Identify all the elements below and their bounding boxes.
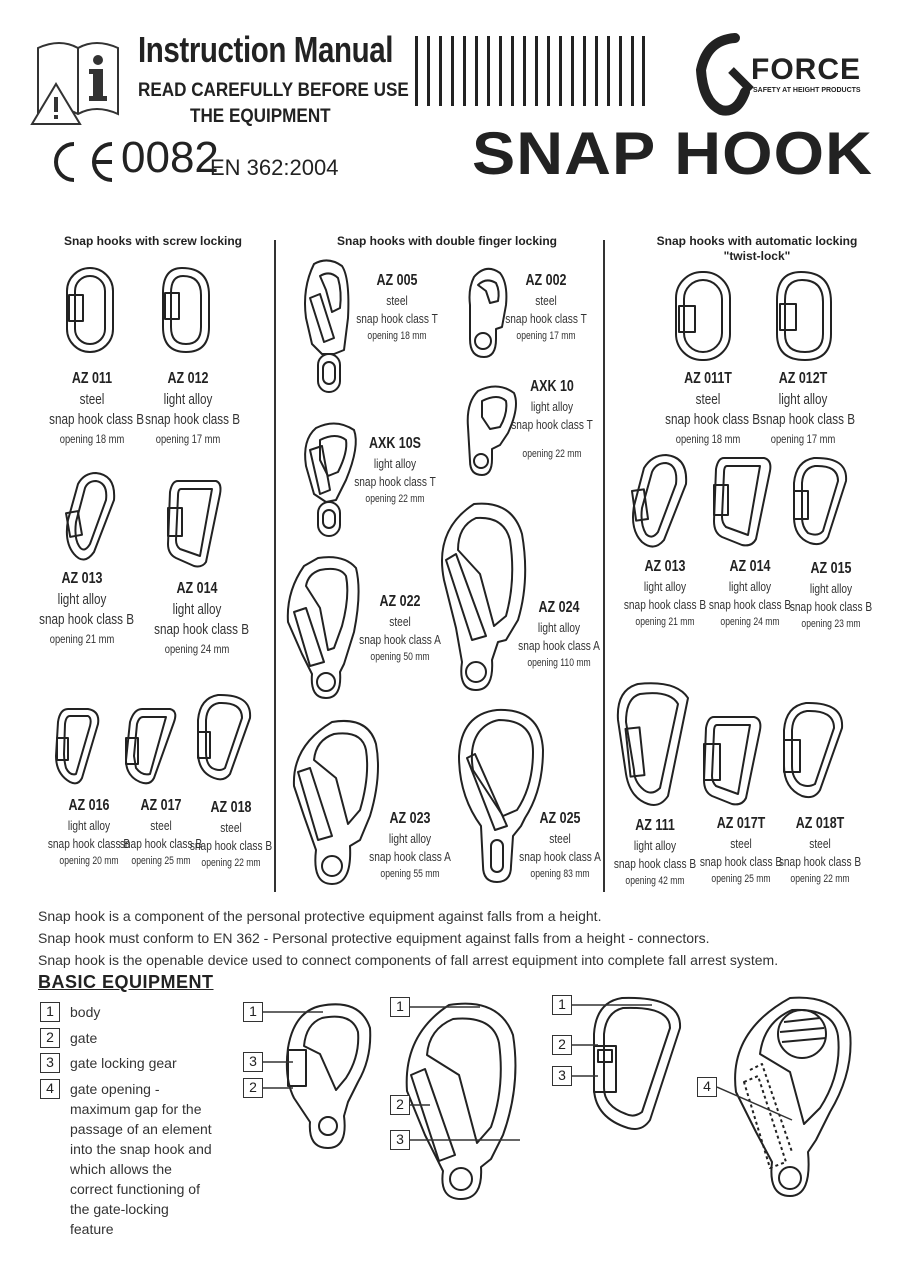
force-brand-logo [695, 30, 875, 118]
az025-label [517, 808, 603, 883]
product-class: snap hook class B [665, 411, 761, 428]
product-material: light alloy [57, 591, 107, 608]
az018t-illustration [778, 700, 848, 800]
az017-illustration [122, 706, 178, 786]
diagram3-label-2: 2 [552, 1035, 572, 1055]
diagram-double-finger-hook [395, 995, 530, 1205]
az017t-label [698, 813, 784, 888]
product-opening: opening 18 mm [367, 330, 427, 342]
product-opening: opening 17 mm [770, 432, 836, 446]
az024-label [516, 597, 602, 672]
legend-number-3: 3 [40, 1053, 60, 1073]
product-code: AZ 012 [167, 370, 209, 387]
product-opening: opening 22 mm [790, 873, 850, 885]
legend-gate-opening-line5: which allows the [70, 1161, 172, 1177]
product-code: AZ 111 [635, 817, 675, 834]
product-opening: opening 22 mm [201, 857, 261, 869]
az015-label [788, 558, 874, 633]
product-material: steel [79, 391, 105, 408]
basic-equipment-heading: BASIC EQUIPMENT [38, 972, 214, 992]
product-code: AZ 022 [379, 593, 421, 610]
product-material: steel [220, 820, 242, 835]
product-opening: opening 21 mm [635, 616, 695, 628]
az022-illustration [284, 552, 362, 702]
diagram2-leader-3 [410, 1139, 520, 1143]
product-material: light alloy [809, 581, 853, 596]
legend-number-1: 1 [40, 1002, 60, 1022]
product-class: snap hook class A [519, 849, 601, 864]
az018-label [188, 797, 274, 872]
az014b-label [707, 556, 793, 631]
product-opening: opening 42 mm [625, 875, 685, 887]
product-class: snap hook class B [699, 854, 783, 869]
product-code: AZ 016 [68, 797, 110, 814]
product-material: light alloy [778, 391, 828, 408]
product-class: snap hook class B [47, 836, 131, 851]
product-material: light alloy [172, 601, 222, 618]
az011-label [49, 368, 145, 448]
legend-gate-opening: gate opening - [70, 1081, 160, 1097]
product-material: light alloy [537, 620, 581, 635]
diagram1-label-1: 1 [243, 1002, 263, 1022]
product-title: SNAP HOOK [472, 120, 874, 187]
product-class: snap hook class B [708, 597, 792, 612]
diagram3-leader-2 [572, 1044, 598, 1048]
axk10s-label [352, 433, 438, 508]
diagram3-leader-1 [572, 1004, 652, 1008]
brand-tagline: SAFETY AT HEIGHT PRODUCTS [753, 87, 861, 94]
diagram1-label-3: 3 [243, 1052, 263, 1072]
product-code: AZ 005 [376, 272, 418, 289]
product-class: snap hook class B [760, 411, 856, 428]
product-class: snap hook class B [119, 836, 203, 851]
product-opening: opening 25 mm [711, 873, 771, 885]
product-class: snap hook class T [511, 417, 593, 432]
product-material: light alloy [633, 838, 677, 853]
product-material: light alloy [643, 579, 687, 594]
product-material: steel [730, 836, 752, 851]
product-opening: opening 20 mm [59, 855, 119, 867]
legend-gate-opening-line2: maximum gap for the [70, 1101, 202, 1117]
legend-gate-opening-line4: into the snap hook and [70, 1141, 212, 1157]
product-code: AZ 012T [778, 370, 828, 387]
product-code: AZ 018T [795, 815, 845, 832]
product-code: AZ 013 [61, 570, 103, 587]
diagram3-label-1: 1 [552, 995, 572, 1015]
product-material: steel [809, 836, 831, 851]
description-line1: Snap hook is a component of the personal protective equipment against falls from a height. [38, 908, 602, 924]
product-material: light alloy [67, 818, 111, 833]
az022-label [357, 591, 443, 666]
product-code: AZ 017 [140, 797, 182, 814]
az012t-illustration [773, 268, 835, 363]
product-material: steel [535, 293, 557, 308]
manual-subtitle-line2: THE EQUIPMENT [190, 106, 331, 127]
column-divider-left [274, 240, 276, 892]
product-code: AXK 10S [368, 435, 422, 452]
product-code: AZ 011T [684, 370, 732, 387]
product-opening: opening 25 mm [131, 855, 191, 867]
product-opening: opening 83 mm [530, 868, 590, 880]
az002-label [503, 270, 589, 345]
column-divider-right [603, 240, 605, 892]
norm-standard: EN 362:2004 [210, 155, 339, 180]
diagram1-leader-1 [263, 1011, 323, 1015]
az014b-illustration [710, 455, 774, 547]
az018t-label [777, 813, 863, 888]
diagram1-label-2: 2 [243, 1078, 263, 1098]
product-code: AZ 014 [176, 580, 218, 597]
legend-gate-opening-line3: passage of an element [70, 1121, 212, 1137]
product-class: snap hook class A [369, 849, 451, 864]
product-opening: opening 17 mm [155, 432, 221, 446]
az023-label [367, 808, 453, 883]
az011t-label [665, 368, 761, 448]
legend-gate-opening-line6: correct functioning of [70, 1181, 200, 1197]
axk10-opening [509, 446, 595, 463]
az012-illustration [160, 265, 212, 355]
product-material: steel [695, 391, 721, 408]
diagram2-label-2: 2 [390, 1095, 410, 1115]
legend-number-2: 2 [40, 1028, 60, 1048]
product-opening: opening 22 mm [365, 493, 425, 505]
product-class: snap hook class A [518, 638, 600, 653]
product-class: snap hook class T [354, 474, 436, 489]
product-material: steel [386, 293, 408, 308]
diagram4-leader-4 [717, 1086, 797, 1126]
legend-number-4: 4 [40, 1079, 60, 1099]
az015-illustration [788, 455, 852, 547]
az011-illustration [64, 265, 116, 355]
section-heading-automatic-line2: "twist-lock" [723, 249, 791, 263]
diagram1-leader-3 [263, 1061, 293, 1065]
product-code: AZ 018 [210, 799, 252, 816]
az011t-illustration [672, 268, 734, 363]
diagram3-label-3: 3 [552, 1066, 572, 1086]
manual-subtitle-line1: READ CAREFULLY BEFORE USE [138, 80, 409, 101]
product-opening: opening 110 mm [527, 657, 591, 669]
legend-gate: gate [70, 1030, 98, 1046]
product-opening: opening 22 mm [522, 448, 582, 460]
product-code: AZ 025 [539, 810, 581, 827]
product-code: AZ 024 [538, 599, 580, 616]
az014-illustration [164, 478, 224, 568]
az111-illustration [612, 680, 692, 810]
description-line3: Snap hook is the openable device used to connect components of fall arrest equipment into complete fall arrest system. [38, 952, 779, 968]
description-line2: Snap hook must conform to EN 362 - Personal protective equipment against falls from a height - connectors. [38, 930, 710, 946]
az017t-illustration [700, 714, 764, 806]
az013-label [39, 568, 135, 648]
product-class: snap hook class A [359, 632, 441, 647]
az012t-label [760, 368, 856, 448]
section-heading-automatic-line1: Snap hooks with automatic locking [656, 234, 858, 248]
diagram4-label-4: 4 [697, 1077, 717, 1097]
product-code: AZ 014 [729, 558, 771, 575]
diagram2-leader-2 [410, 1104, 430, 1108]
decorative-stripes [415, 36, 645, 106]
product-material: light alloy [163, 391, 213, 408]
section-heading-screw-locking: Snap hooks with screw locking [63, 234, 243, 248]
product-code: AZ 011 [71, 370, 113, 387]
product-material: light alloy [373, 456, 417, 471]
product-class: snap hook class B [39, 611, 135, 628]
diagram2-label-3: 3 [390, 1130, 410, 1150]
product-material: light alloy [728, 579, 772, 594]
product-class: snap hook class B [49, 411, 145, 428]
section-heading-double-finger: Snap hooks with double finger locking [336, 234, 557, 248]
product-code: AZ 015 [810, 560, 852, 577]
product-class: snap hook class B [189, 838, 273, 853]
product-opening: opening 24 mm [720, 616, 780, 628]
product-opening: opening 55 mm [380, 868, 440, 880]
diagram1-leader-2 [263, 1087, 293, 1091]
product-class: snap hook class B [789, 599, 873, 614]
brand-name: FORCE [751, 53, 861, 86]
product-class: snap hook class B [778, 854, 862, 869]
product-opening: opening 17 mm [516, 330, 576, 342]
instruction-manual-icon [30, 34, 126, 126]
legend-gate-opening-line8: feature [70, 1221, 114, 1237]
product-class: snap hook class B [623, 597, 707, 612]
product-material: steel [150, 818, 172, 833]
az014-label [154, 578, 250, 658]
product-class: snap hook class T [356, 311, 438, 326]
product-material: light alloy [388, 831, 432, 846]
ce-mark-icon [38, 138, 118, 186]
product-code: AZ 023 [389, 810, 431, 827]
product-class: snap hook class B [154, 621, 250, 638]
az005-label [354, 270, 440, 345]
axk10-label [509, 376, 595, 434]
product-opening: opening 18 mm [59, 432, 125, 446]
product-opening: opening 24 mm [164, 642, 230, 656]
legend-body: body [70, 1004, 101, 1020]
az016-illustration [52, 706, 102, 786]
az018-illustration [192, 692, 256, 782]
product-class: snap hook class B [145, 411, 241, 428]
az013-illustration [60, 470, 120, 565]
product-class: snap hook class B [613, 856, 697, 871]
product-class: snap hook class T [505, 311, 587, 326]
product-code: AZ 002 [525, 272, 567, 289]
az013b-label [622, 556, 708, 631]
az013b-illustration [626, 452, 692, 552]
diagram2-leader-1 [410, 1006, 480, 1010]
az111-label [612, 815, 698, 890]
product-code: AZ 013 [644, 558, 686, 575]
product-code: AZ 017T [716, 815, 766, 832]
product-opening: opening 18 mm [675, 432, 741, 446]
diagram3-leader-3 [572, 1075, 598, 1079]
diagram-screw-hook [280, 998, 380, 1158]
notified-body-number: 0082 [121, 133, 219, 182]
product-opening: opening 21 mm [49, 632, 115, 646]
product-code: AXK 10 [530, 378, 574, 395]
product-opening: opening 50 mm [370, 651, 430, 663]
product-material: light alloy [530, 399, 574, 414]
az012-label [145, 368, 241, 448]
diagram-twist-lock-hook [586, 994, 686, 1134]
product-material: steel [389, 614, 411, 629]
az005-illustration [298, 258, 358, 398]
diagram2-label-1: 1 [390, 997, 410, 1017]
product-opening: opening 23 mm [801, 618, 861, 630]
product-material: steel [549, 831, 571, 846]
manual-title: Instruction Manual [138, 29, 394, 70]
legend-gate-opening-line7: the gate-locking [70, 1201, 169, 1217]
legend-gate-locking-gear: gate locking gear [70, 1055, 177, 1071]
